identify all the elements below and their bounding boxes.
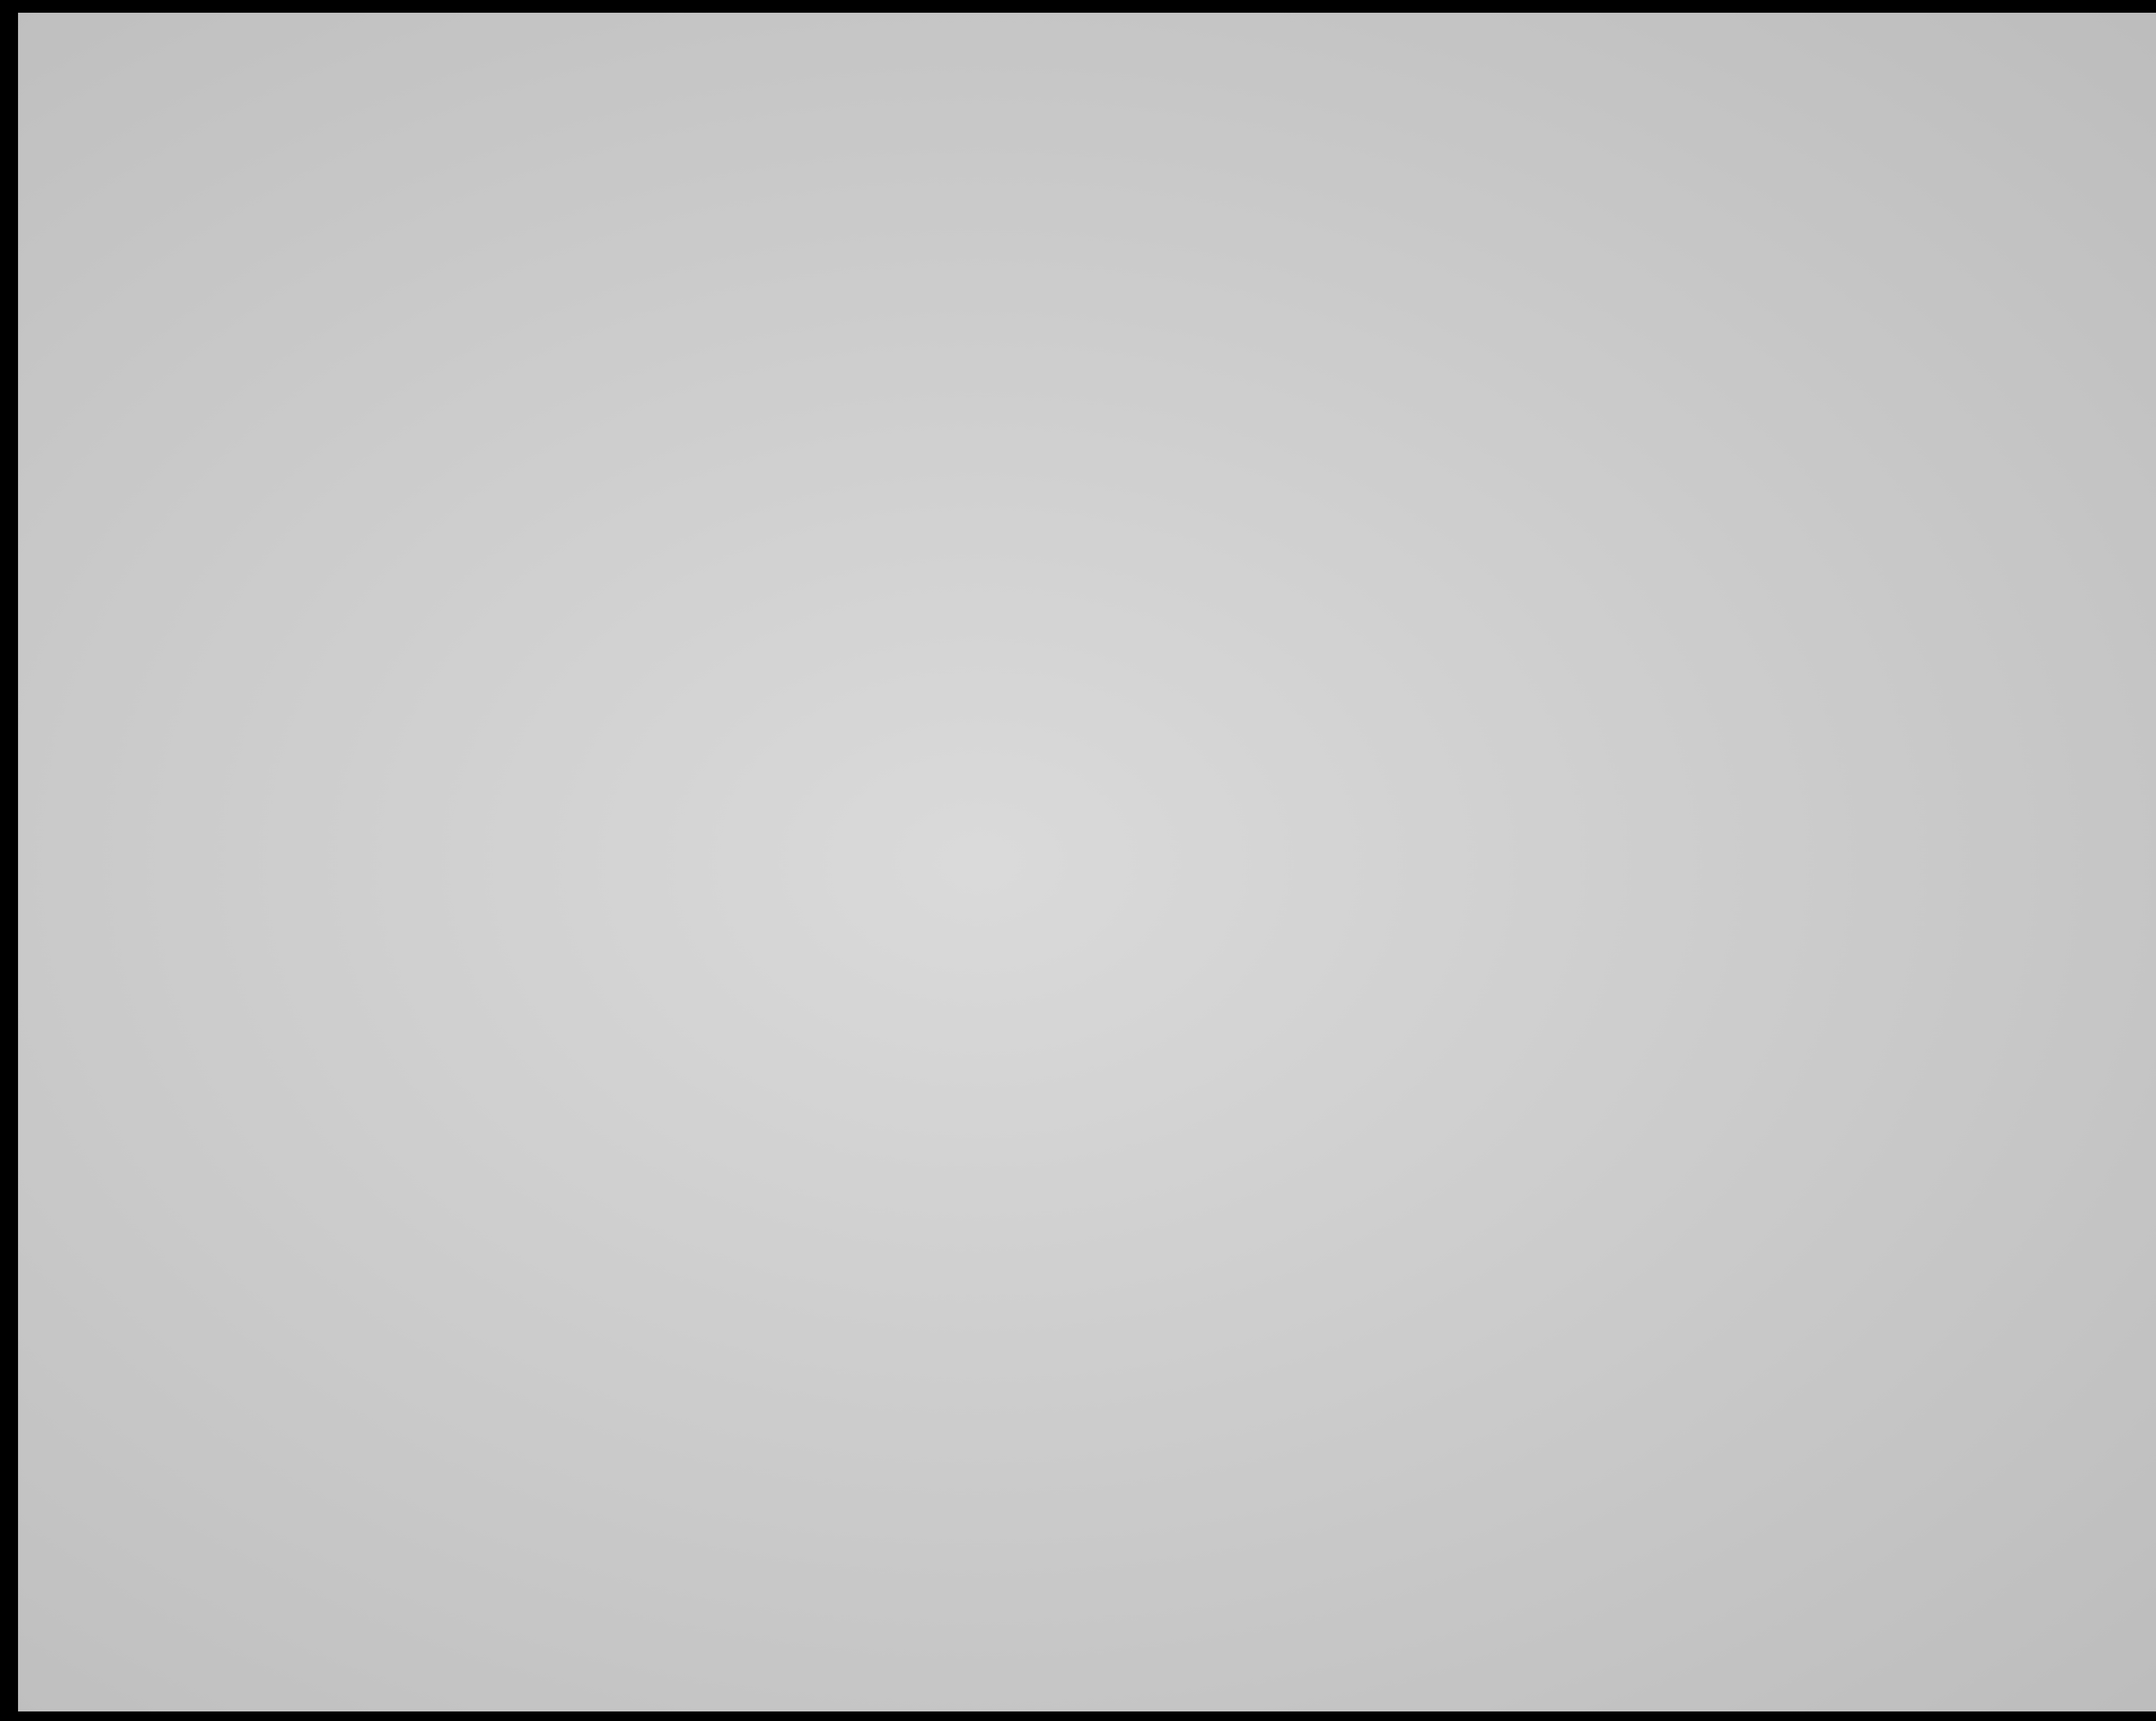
- manifest-content: [18, 13, 2156, 1711]
- manifest-sheet: [18, 13, 2156, 1711]
